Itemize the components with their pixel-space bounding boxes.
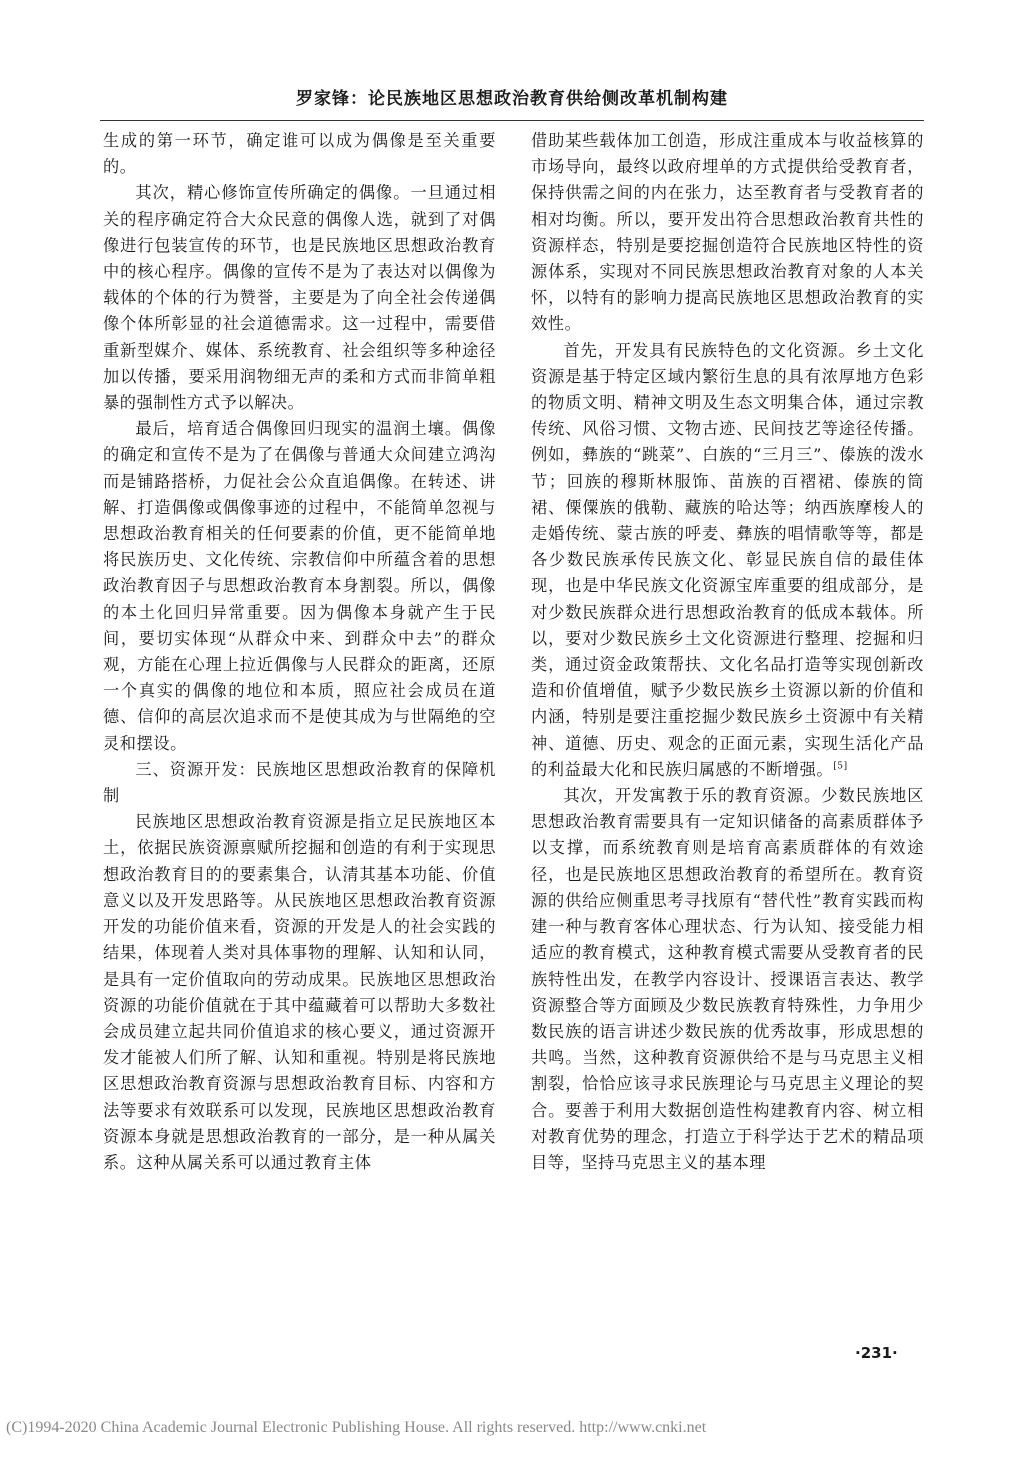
paragraph-right-2 bbox=[531, 338, 924, 783]
paragraph-left-5: 民族地区思想政治教育资源是指立足民族地区本土，依据民族资源禀赋所挖掘和创造的有利于实现思想政治教育目的的要素集合，认清其基本功能、价值意义以及开发思路等。从民族地区思想政治教育资源开发的功能价值来看，资源的开发是人的社会实践的结果，体现着人类对具体事物的理解、认知和认同，是具有一定价值取向的劳动成果。民族地区思想政治资源的功能价值就在于其中蕴藏着可以帮助大多数社会成员建立起共同价值追求的核心要义，通过资源开发才能被人们所了解、认知和重视。特别是将民族地区思想政治教育资源与思想政治教育目标、内容和方法等要求有效联系可以发现，民族地区思想政治教育资源本身就是思想政治教育的一部分，是一种从属关系。这种从属关系可以通过教育主体 bbox=[103, 812, 496, 1172]
citation-note: [5] bbox=[833, 761, 848, 772]
left-column bbox=[103, 128, 496, 1328]
paragraph-left-2: 其次，精心修饰宣传所确定的偶像。一旦通过相关的程序确定符合大众民意的偶像人选，就到了对偶像进行包装宣传的环节，也是民族地区思想政治教育中的核心程序。偶像的宣传不是为了表达对以偶像为载体的个体的行为赞誉，主要是为了向全社会传递偶像个体所彰显的社会道德需求。这一过程中，需要借重新型媒介、媒体、系统教育、社会组织等多种途径加以传播，要采用润物细无声的柔和方式而非简单粗暴的强制性方式予以解决。 bbox=[103, 183, 496, 413]
copyright-footer: (C)1994-2020 China Academic Journal Electronic Publishing House. All rights reserved. http://www.cnki.net bbox=[6, 1419, 707, 1436]
paragraph-right-2-text: 首先，开发具有民族特色的文化资源。乡土文化资源是基于特定区域内繁衍生息的具有浓厚地方色彩的物质文明、精神文明及生态文明集合体，通过宗教传统、风俗习惯、文物古迹、民间技艺等途径传播。例如，彝族的“跳菜”、白族的“三月三”、傣族的泼水节；回族的穆斯林服饰、苗族的百褶裙、傣族的筒裙、傈僳族的俄勒、藏族的哈达等；纳西族摩梭人的走婚传统、蒙古族的呼麦、彝族的唱情歌等等，都是各少数民族承传民族文化、彰显民族自信的最佳体现，也是中华民族文化资源宝库重要的组成部分，是对少数民族群众进行思想政治教育的低成本载体。所以，要对少数民族乡土文化资源进行整理、挖掘和归类，通过资金政策帮扶、文化名品打造等实现创新改造和价值增值，赋予少数民族乡土资源以新的价值和内涵，特别是要注重挖掘少数民族乡土资源中有关精神、道德、历史、观念的正面元素，实现生活化产品的利益最大化和民族归属感的不断增强。 bbox=[531, 340, 924, 779]
right-column bbox=[531, 128, 924, 1328]
paragraph-left-1: 生成的第一环节，确定谁可以成为偶像是至关重要的。 bbox=[103, 131, 496, 177]
paragraph-left-3: 最后，培育适合偶像回归现实的温润土壤。偶像的确定和宣传不是为了在偶像与普通大众间建立鸿沟而是铺路搭桥，力促社会公众直追偶像。在转述、讲解、打造偶像或偶像事迹的过程中，不能简单忽视与思想政治教育相关的任何要素的价值，更不能简单地将民族历史、文化传统、宗教信仰中所蕴含着的思想政治教育因子与思想政治教育本身割裂。所以，偶像的本土化回归异常重要。因为偶像本身就产生于民间，要切实体现“从群众中来、到群众中去”的群众观，方能在心理上拉近偶像与人民群众的距离，还原一个真实的偶像的地位和本质，照应社会成员在道德、信仰的高层次追求而不是使其成为与世隔绝的空灵和摆设。 bbox=[103, 419, 496, 753]
page-number: ·231· bbox=[855, 1344, 898, 1362]
running-header: 罗家锋：论民族地区思想政治教育供给侧改革机制构建 bbox=[296, 89, 728, 109]
paragraph-right-1: 借助某些载体加工创造，形成注重成本与收益核算的市场导向，最终以政府埋单的方式提供给受教育者，保持供需之间的内在张力，达至教育者与受教育者的相对均衡。所以，要开发出符合思想政治教育共性的资源样态，特别是要挖掘创造符合民族地区特性的资源体系，实现对不同民族思想政治教育对象的人本关怀，以特有的影响力提高民族地区思想政治教育的实效性。 bbox=[531, 131, 924, 334]
section-heading: 三、资源开发：民族地区思想政治教育的保障机制 bbox=[103, 759, 496, 806]
paragraph-right-3: 其次，开发寓教于乐的教育资源。少数民族地区思想政治教育需要具有一定知识储备的高素质群体予以支撑，而系统教育则是培育高素质群体的有效途径，也是民族地区思想政治教育的希望所在。教育资源的供给应侧重思考寻找原有“替代性”教育实践而构建一种与教育客体心理状态、行为认知、接受能力相适应的教育模式，这种教育模式需要从受教育者的民族特性出发，在教学内容设计、授课语言表达、教学资源整合等方面顾及少数民族教育特殊性，力争用少数民族的语言讲述少数民族的优秀故事，形成思想的共鸣。当然，这种教育资源供给不是与马克思主义相割裂，恰恰应该寻求民族理论与马克思主义理论的契合。要善于利用大数据创造性构建教育内容、树立相对教育优势的理念，打造立于科学达于艺术的精品项目等，坚持马克思主义的基本理 bbox=[531, 786, 924, 1172]
header-rule bbox=[100, 120, 924, 121]
